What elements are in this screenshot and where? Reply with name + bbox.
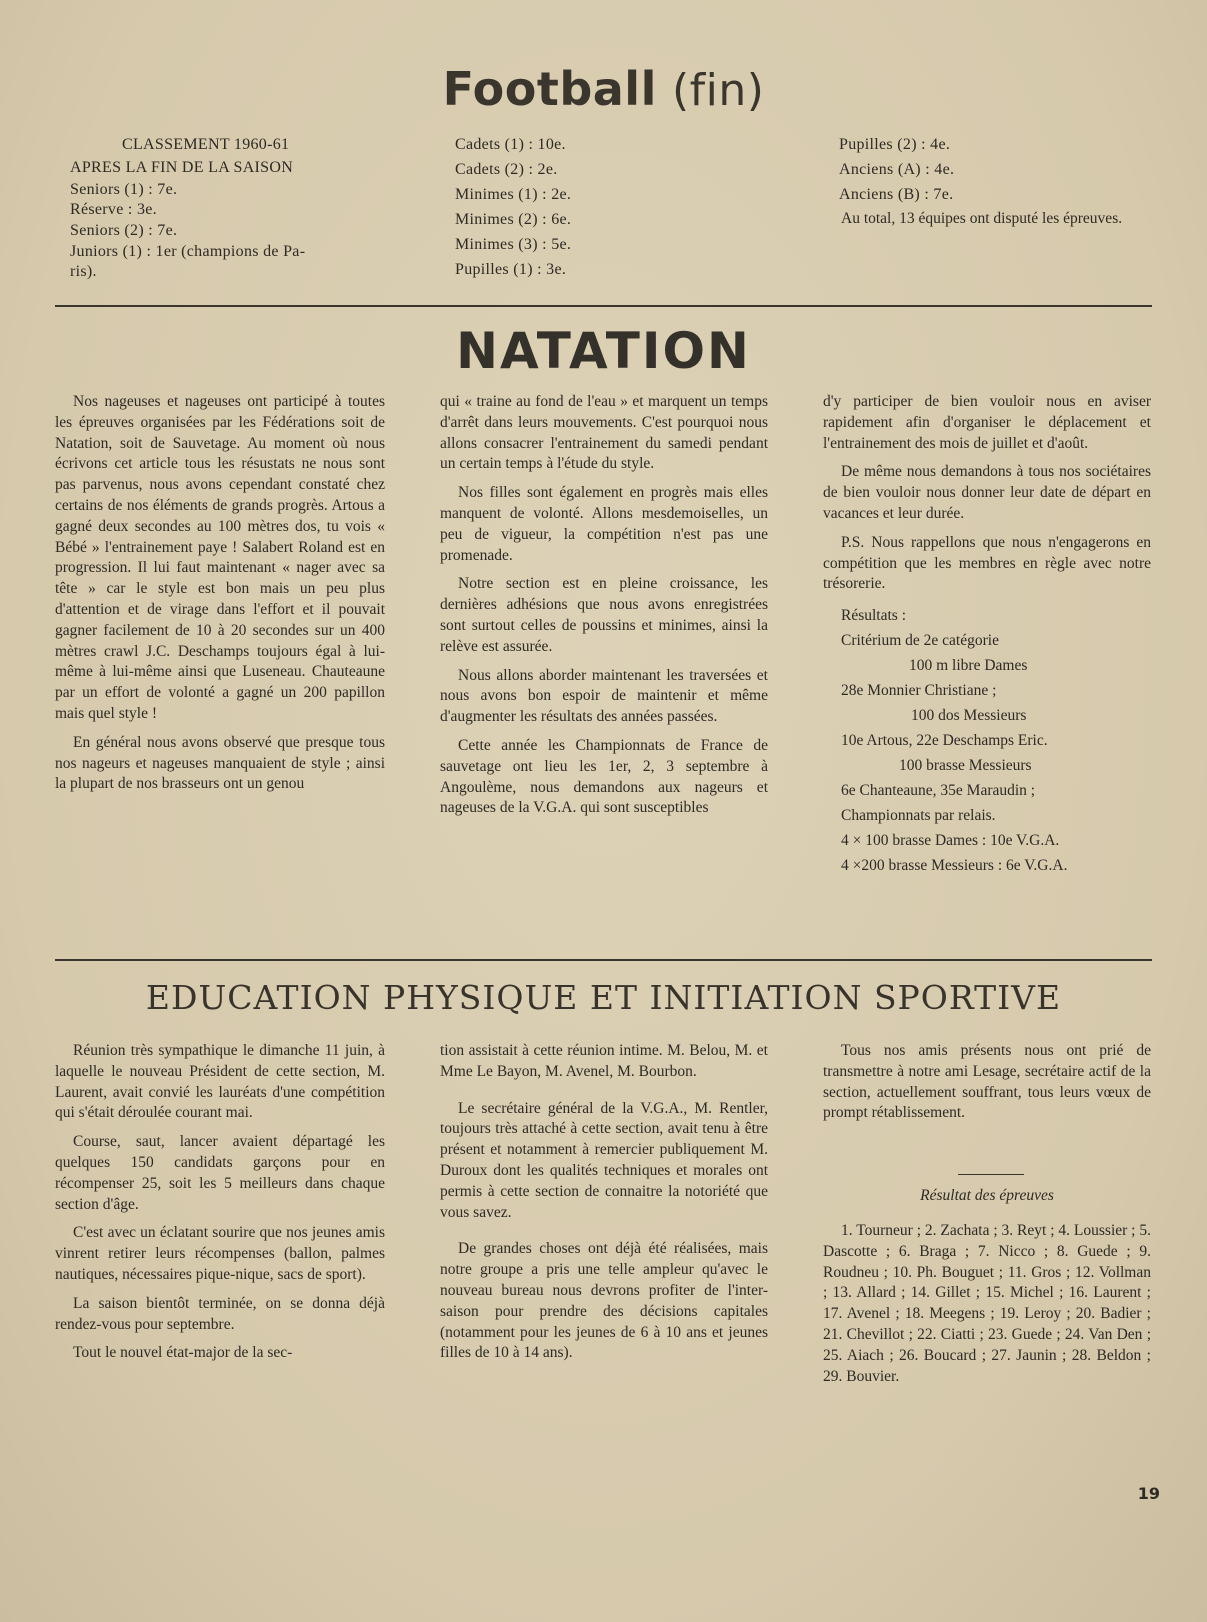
natation-paragraph: Notre section est en pleine croissance, les dernières adhésions que nous avons enregistrées sont surtout celles de poussins et minimes, ainsi la relève est assurée. <box>440 575 768 655</box>
natation-result-line: 100 m libre Dames <box>909 657 1028 675</box>
natation-column-2 <box>440 392 768 827</box>
natation-results-heading: Résultats : <box>841 607 907 625</box>
football-result-line: Seniors (2) : 7e. <box>70 222 178 239</box>
natation-result-line: 100 brasse Messieurs <box>899 757 1032 775</box>
natation-paragraph: Nous allons aborder maintenant les traversées et nous avons bon espoir de maintenir et même d'augmenter les résultats des années passées. <box>440 666 768 726</box>
page-number: 19 <box>1137 1484 1160 1503</box>
football-title-light: (fin) <box>671 65 765 116</box>
football-result-line: ris). <box>70 263 97 280</box>
football-column-3 <box>823 132 1151 238</box>
football-result-line: Anciens (A) : 4e. <box>839 161 955 178</box>
education-paragraph: La saison bientôt terminée, on se donna déjà rendez-vous pour septembre. <box>55 1294 385 1333</box>
natation-result-line: 4 ×200 brasse Messieurs : 6e V.G.A. <box>841 857 1068 875</box>
education-paragraph: Tout le nouvel état-major de la sec- <box>73 1344 293 1362</box>
natation-column-3 <box>823 392 1151 878</box>
football-heading-classement: CLASSEMENT 1960-61 <box>122 136 290 153</box>
education-column-2 <box>440 1041 768 1372</box>
football-result-line: Seniors (1) : 7e. <box>70 181 178 198</box>
education-paragraph: C'est avec un éclatant sourire que nos jeunes amis vinrent retirer leurs récompenses (ballon, palmes nautiques, nécessaires pique-nique, sacs de sport). <box>55 1224 385 1283</box>
natation-result-line: Championnats par relais. <box>841 807 996 825</box>
football-total: Au total, 13 équipes ont disputé les épreuves. <box>841 210 1123 227</box>
education-results-heading: Résultat des épreuves <box>920 1187 1054 1205</box>
natation-result-line: 4 × 100 brasse Dames : 10e V.G.A. <box>841 832 1060 850</box>
natation-title: NATATION <box>456 322 751 380</box>
education-paragraph: Réunion très sympathique le dimanche 11 juin, à laquelle le nouveau Président de cette section, M. Laurent, avait convié les lauréats d'une compétition qui s'était déroulée courant mai. <box>55 1042 385 1122</box>
education-paragraph: Le secrétaire général de la V.G.A., M. Rentler, toujours très attaché à cette section, avait tenu à être présent et notamment à remercier publiquement M. Duroux dont les qualités techniques et morales ont permis à cette section de connaitre la notoriété que vous savez. <box>440 1099 768 1221</box>
football-column-1 <box>70 132 385 282</box>
football-result-line: Minimes (3) : 5e. <box>455 236 572 253</box>
natation-result-line: Critérium de 2e catégorie <box>841 632 999 650</box>
football-result-line: Minimes (2) : 6e. <box>455 211 572 228</box>
education-paragraph: De grandes choses ont déjà été réalisées, mais notre groupe a pris une telle ampleur qu'avec le nouveau bureau nous devrons profiter de l'inter-saison pour prendre des décisions capitales (notamment pour les jeunes de 6 à 10 ans et jeunes filles de 10 à 14 ans). <box>440 1240 768 1362</box>
natation-paragraph: d'y participer de bien vouloir nous en aviser rapidement afin d'organiser le déplacement et l'entrainement des mois de juillet et d'août. <box>823 393 1151 452</box>
section-divider <box>55 305 1152 307</box>
football-result-line: Anciens (B) : 7e. <box>839 186 954 203</box>
natation-paragraph: Cette année les Championnats de France de sauvetage ont lieu les 1er, 2, 3 septembre à Angoulème, nous demandons aux nageurs et nageuses de la V.G.A. qui sont susceptibles <box>440 736 768 817</box>
football-result-line: Cadets (2) : 2e. <box>455 161 558 178</box>
education-column-1 <box>55 1041 385 1372</box>
football-title-bold: Football <box>442 62 657 116</box>
education-column-3 <box>823 1041 1151 1395</box>
football-result-line: Réserve : 3e. <box>70 201 157 218</box>
football-result-line: Minimes (1) : 2e. <box>455 186 572 203</box>
education-paragraph: tion assistait à cette réunion intime. M. Belou, M. et Mme Le Bayon, M. Avenel, M. Bourbon. <box>440 1042 768 1080</box>
natation-result-line: 28e Monnier Christiane ; <box>841 682 997 700</box>
natation-column-1 <box>55 392 385 803</box>
football-result-line: Pupilles (2) : 4e. <box>839 136 951 153</box>
football-result-line: Juniors (1) : 1er (champions de Pa- <box>70 243 306 260</box>
natation-paragraph: qui « traine au fond de l'eau » et marquent un temps d'arrêt dans leurs mouvements. C'est pourquoi nous allons consacrer l'entrainement du samedi pendant un certain temps à l'étude du style. <box>440 393 768 473</box>
football-title <box>0 62 1207 116</box>
education-paragraph: Course, saut, lancer avaient départagé les quelques 150 candidats garçons pour en récompenser 25, soit les 5 meilleurs dans chaque section d'âge. <box>55 1133 385 1213</box>
section-divider <box>55 959 1152 961</box>
natation-paragraph: Nos filles sont également en progrès mais elles manquent de volonté. Allons mesdemoiselles, un peu de vigueur, la compétition n'est pas une promenade. <box>440 484 768 564</box>
football-result-line: Cadets (1) : 10e. <box>455 136 566 153</box>
football-column-2 <box>455 132 755 282</box>
football-result-line: Pupilles (1) : 3e. <box>455 261 567 278</box>
natation-paragraph: En général nous avons observé que presque tous nos nageurs et nageuses manquaient de style ; ainsi la plupart de nos brasseurs ont un genou <box>55 733 385 793</box>
education-results-list: 1. Tourneur ; 2. Zachata ; 3. Reyt ; 4. Loussier ; 5. Dascotte ; 6. Braga ; 7. Nicco ; 8. Guede ; 9. Roudneu ; 10. Ph. Bouguet ; 11. Gros ; 12. Vollman ; 13. Allard ; 14. Gillet ; 15. Michel ; 16. Laurent ; 17. Avenel ; 18. Meegens ; 19. Leroy ; 20. Badier ; 21. Chevillot ; 22. Ciatti ; 23. Guede ; 24. Van Den ; 25. Aiach ; 26. Boucard ; 27. Jaunin ; 28. Beldon ; 29. Bouvier. <box>823 1221 1151 1385</box>
short-divider <box>958 1174 1024 1175</box>
football-heading-saison: APRES LA FIN DE LA SAISON <box>70 159 294 176</box>
natation-result-line: 6e Chanteaune, 35e Maraudin ; <box>841 782 1036 800</box>
natation-result-line: 100 dos Messieurs <box>911 707 1027 725</box>
natation-paragraph: P.S. Nous rappellons que nous n'engagerons en compétition que les membres en règle avec notre trésorerie. <box>823 533 1151 593</box>
natation-result-line: 10e Artous, 22e Deschamps Eric. <box>841 732 1048 750</box>
natation-paragraph: De même nous demandons à tous nos sociétaires de bien vouloir nous donner leur date de départ en vacances et leur durée. <box>823 463 1151 522</box>
education-paragraph: Tous nos amis présents nous ont prié de transmettre à notre ami Lesage, secrétaire actif de la section, actuellement souffrant, tous leurs vœux de prompt rétablissement. <box>823 1042 1151 1122</box>
natation-paragraph: Nos nageuses et nageuses ont participé à toutes les épreuves organisées par les Fédérations soit de Natation, soit de Sauvetage. Au moment où nous écrivons cet article tous les résustats ne nous sont pas parvenus, nous avons cependant constaté chez certains de nos éléments de grands progrès. Artous a gagné deux secondes au 100 mètres dos, tu vois « Bébé » l'entrainement paye ! Salabert Roland est en progression. Il lui faut maintenant « nager avec sa tête » car le style est bon mais un peu plus d'attention et de virage dans l'effort et il pouvait gagner facilement de 10 à 20 secondes sur un 400 mètres crawl J.C. Deschamps toujours égal à lui-même à lui-même ainsi que Luseneau. Chauteaune par un effort de volonté a gagné un 200 papillon mais quel style ! <box>55 393 385 722</box>
education-title: EDUCATION PHYSIQUE ET INITIATION SPORTIVE <box>145 978 1062 1017</box>
